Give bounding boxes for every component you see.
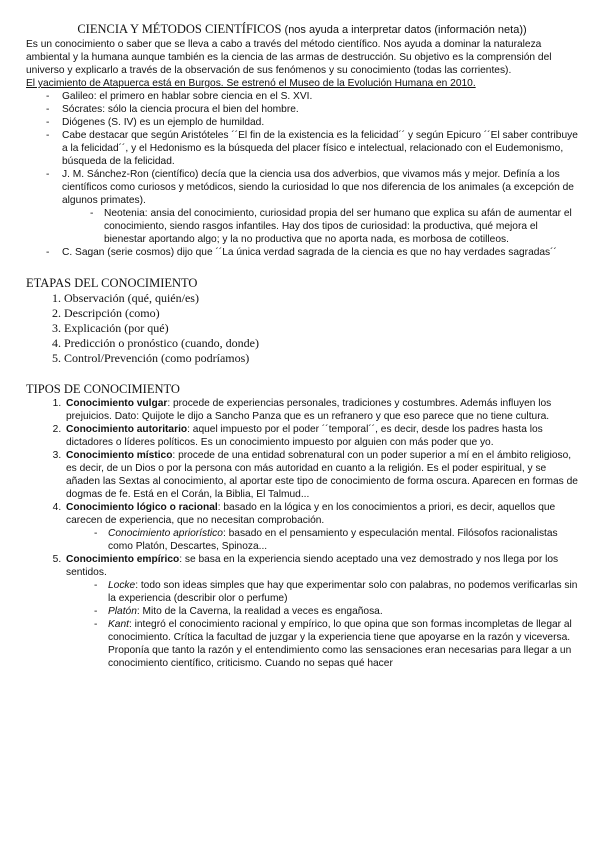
knowledge-type-vulgar [64,397,578,423]
apriori-item [94,527,578,553]
term: Platón [108,606,137,617]
neotenia-sublist [62,207,578,246]
empirico-sublist [66,579,578,670]
platon-item [94,605,578,618]
stage-item: 3. Explicación (por qué) [64,321,578,336]
knowledge-types-list [26,397,578,670]
definition: : integró el conocimiento racional y empírico, lo que opina que son formas incompletas de llegar al conocimiento. Crítica la facultad de juzgar y la experiencia tiene que apoyarse en la razón y viceversa. Proponía que tanto la razón y el entendimiento como las sensaciones eran necesarias para llegar a un conocimiento científico, criticismo. Cuando no sepas qué hacer [108,619,572,669]
stage-item: 1. Observación (qué, quién/es) [64,291,578,306]
stages-heading: ETAPAS DEL CONOCIMIENTO [26,276,198,290]
stages-list [26,291,578,366]
sanchez-ron-text: J. M. Sánchez-Ron (científico) decía que la ciencia usa dos adverbios, que vivamos más y mejor. Definía a los científicos como curiosos y metódicos, siendo la curiosidad lo que nos diferencia de los animales (a excepción de algunos primates). [62,169,574,206]
document-title [26,22,578,38]
term: Conocimiento místico [66,450,173,461]
science-figures-list [26,90,578,259]
kant-item [94,618,578,670]
definition: : basado en el pensamiento y especulación mental. Filósofos racionalistas como Platón, Descartes, Spinoza... [108,528,558,552]
title-subtitle: (nos ayuda a interpretar datos (información neta)) [284,24,527,36]
knowledge-type-logico [64,501,578,553]
knowledge-type-autoritario [64,423,578,449]
list-item [48,168,578,246]
definition: : basado en la lógica y en los conocimientos a priori, es decir, aquellos que carecen de experiencia, que no necesitan comprobación. [66,502,556,526]
term: Conocimiento empírico [66,554,180,565]
stage-item: 2. Descripción (como) [64,306,578,321]
locke-item [94,579,578,605]
knowledge-type-empirico [64,553,578,670]
definition: : procede de una entidad sobrenatural con un poder superior a mí en el ámbito religioso, es decir, de un Dios o por la persona con más autoridad en cuanto a la religión. Es el poder espiritual, y se añaden las Sextas al conocimiento, al aportar este tipo de conocimiento de forma oscura. Aparecen en formas de dogmas de fe. Está en el Corán, la Biblia, El Talmud... [66,450,578,500]
document-page [26,22,578,670]
list-item: - Cabe destacar que según Aristóteles ´´El fin de la existencia es la felicidad´´ y según Epicuro ´´El saber contribuye a la felicidad´´, y el Hedonismo es la búsqueda del placer físico e intelectual, relacionado con el Eudemonismo, búsqueda de la felicidad. [48,129,578,168]
term: Kant [108,619,129,630]
term: Conocimiento lógico o racional [66,502,218,513]
logico-sublist [66,527,578,553]
definition: : se basa en la experiencia siendo aceptado una vez demostrado y nos llega por los sentidos. [66,554,559,578]
list-item: - Sócrates: sólo la ciencia procura el bien del hombre. [48,103,578,116]
intro-paragraph: Es un conocimiento o saber que se lleva a cabo a través del método científico. Nos ayuda a dominar la naturaleza ambiental y la humana aunque también es la ciencia de las armas de destrucción. Su objetivo es la comprensión del universo y explicarlo a través de la observación de sus fenómenos y su conocimiento (todas las corrientes). [26,39,552,76]
term: Conocimiento vulgar [66,398,168,409]
neotenia-item: - Neotenia: ansia del conocimiento, curiosidad propia del ser humano que explica su afán de aumentar el conocimiento, siendo rasgos infantiles. Hay dos tipos de curiosidad: la productiva, qué mejora el bienestar aportando algo; y la no productiva que no aporta nada, es morbosa de cotilleos. [90,207,578,246]
stage-item: 4. Predicción o pronóstico (cuando, donde) [64,336,578,351]
definition: : todo son ideas simples que hay que experimentar solo con palabras, no podemos verificarlas sin la experiencia (describir olor o perfume) [108,580,578,604]
term: Conocimiento autoritario [66,424,188,435]
types-heading: TIPOS DE CONOCIMIENTO [26,382,180,396]
definition: : Mito de la Caverna, la realidad a veces es engañosa. [136,606,383,617]
definition: : procede de experiencias personales, tradiciones y costumbres. Además influyen los prejuicios. Dato: Quijote le dijo a Sancho Panza que es un refranero y que eso parece que no tiene cultura. [66,398,552,422]
list-item: - Galileo: el primero en hablar sobre ciencia en el S. XVI. [48,90,578,103]
knowledge-type-mistico [64,449,578,501]
stage-item: 5. Control/Prevención (como podríamos) [64,351,578,366]
atapuerca-note: El yacimiento de Atapuerca está en Burgos. Se estrenó el Museo de la Evolución Humana en 2010. [26,78,476,89]
list-item: - Diógenes (S. IV) es un ejemplo de humildad. [48,116,578,129]
term: Locke [108,580,136,591]
list-item: - C. Sagan (serie cosmos) dijo que ´´La única verdad sagrada de la ciencia es que no hay verdades sagradas´´ [48,246,578,259]
title-main: CIENCIA Y MÉTODOS CIENTÍFICOS [77,22,282,36]
definition: : aquel impuesto por el poder ´´temporal´´, es decir, desde los padres hasta los dictadores o líderes políticos. Es un conocimiento impuesto por alguien con más poder que yo. [66,424,543,448]
term: Conocimiento apriorístico [108,528,223,539]
